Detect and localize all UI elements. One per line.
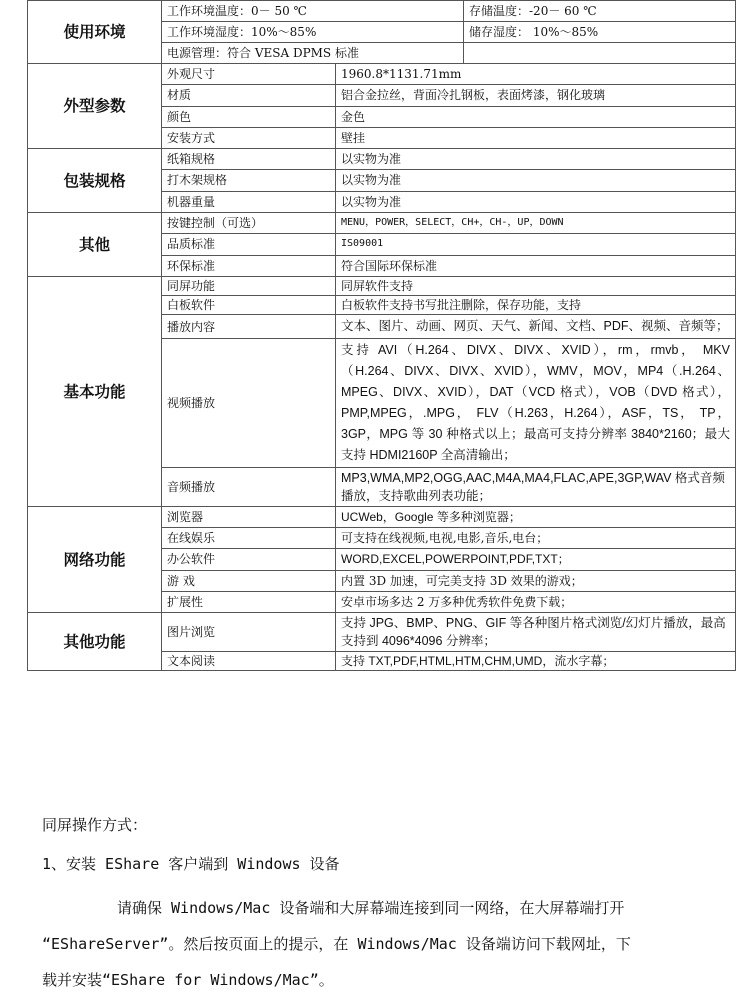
env-op-humidity: 工作环境湿度：10%～85%: [162, 22, 464, 43]
env-op-temp: 工作环境温度：0－ 50 ℃: [162, 1, 464, 22]
spec-value: 同屏软件支持: [336, 277, 736, 296]
spec-label: 安装方式: [162, 127, 336, 148]
spec-value: IS09001: [336, 234, 736, 255]
spec-label: 在线娱乐: [162, 528, 336, 549]
spec-value: WORD,EXCEL,POWERPOINT,PDF,TXT；: [336, 549, 736, 570]
spec-label: 材质: [162, 85, 336, 106]
spec-label: 文本阅读: [162, 652, 336, 671]
env-store-temp: 存储温度：-20－ 60 ℃: [464, 1, 736, 22]
spec-label: 游 戏: [162, 570, 336, 591]
instruction-line: 请确保 Windows/Mac 设备端和大屏幕端连接到同一网络，在大屏幕端打开: [117, 899, 625, 917]
spec-label: 品质标准: [162, 234, 336, 255]
spec-label: 纸箱规格: [162, 149, 336, 170]
spec-value: 金色: [336, 106, 736, 127]
spec-value: 内置 3D 加速，可完美支持 3D 效果的游戏；: [336, 570, 736, 591]
instruction-line: 载并安装“EShare for Windows/Mac”。: [42, 971, 334, 989]
spec-value: 以实物为准: [336, 149, 736, 170]
spec-label: 机器重量: [162, 191, 336, 212]
env-empty-cell: [464, 43, 736, 64]
env-power: 电源管理：符合 VESA DPMS 标准: [162, 43, 464, 64]
category-cell: 网络功能: [28, 507, 162, 613]
spec-label: 播放内容: [162, 315, 336, 339]
spec-row: [28, 277, 736, 296]
spec-value: 符合国际环保标准: [336, 255, 736, 276]
spec-value: UCWeb，Google 等多种浏览器；: [336, 507, 736, 528]
spec-label: 图片浏览: [162, 613, 336, 652]
spec-value: 以实物为准: [336, 170, 736, 191]
spec-value: 铝合金拉丝，背面冷扎钢板，表面烤漆，钢化玻璃: [336, 85, 736, 106]
section-title: 同屏操作方式：: [42, 816, 148, 834]
spec-value: 可支持在线视频,电视,电影,音乐,电台；: [336, 528, 736, 549]
spec-value: 安卓市场多达 2 万多种优秀软件免费下载；: [336, 591, 736, 612]
spec-row: [28, 64, 736, 85]
instruction-line: “EShareServer”。然后按页面上的提示，在 Windows/Mac 设备端访问下载网址，下: [42, 935, 631, 953]
category-cell: 包装规格: [28, 149, 162, 213]
spec-row: [28, 613, 736, 652]
spec-value: 支持 AVI（H.264、DIVX、DIVX、XVID），rm，rmvb， MKV（H.264、DIVX、DIVX、XVID），WMV，MOV，MP4（.H.264、MPEG、DIVX、XVID），DAT（VCD 格式），VOB（DVD 格式），PMP,MPEG，.MPG， FLV（H.263，H.264），ASF，TS， TP，3GP，MPG 等 30 种格式以上；最高可支持分辨率 3840*2160；最大支持 HDMI2160P 全高清输出；: [336, 339, 736, 468]
spec-value: 支持 TXT,PDF,HTML,HTM,CHM,UMD，流水字幕；: [336, 652, 736, 671]
spec-label: 颜色: [162, 106, 336, 127]
step-heading: 1、安装 EShare 客户端到 Windows 设备: [42, 855, 340, 873]
category-cell: 外型参数: [28, 64, 162, 149]
spec-label: 打木架规格: [162, 170, 336, 191]
spec-value: 文本、图片、动画、网页、天气、新闻、文档、PDF、视频、音频等；: [336, 315, 736, 339]
spec-label: 浏览器: [162, 507, 336, 528]
env-store-humidity: 储存湿度： 10%～85%: [464, 22, 736, 43]
spec-table: [27, 0, 736, 671]
spec-value: 以实物为准: [336, 191, 736, 212]
spec-label: 按键控制（可选）: [162, 213, 336, 234]
category-cell: 其他: [28, 213, 162, 277]
spec-label: 环保标准: [162, 255, 336, 276]
spec-value: MP3,WMA,MP2,OGG,AAC,M4A,MA4,FLAC,APE,3GP,WAV 格式音频播放，支持歌曲列表功能；: [336, 468, 736, 507]
spec-label: 音频播放: [162, 468, 336, 507]
spec-value: 1960.8*1131.71mm: [336, 64, 736, 85]
spec-label: 办公软件: [162, 549, 336, 570]
instruction-paragraph: [42, 890, 732, 998]
spec-label: 白板软件: [162, 296, 336, 315]
spec-value: 支持 JPG、BMP、PNG、GIF 等各种图片格式浏览/幻灯片播放，最高支持到 4096*4096 分辨率；: [336, 613, 736, 652]
spec-row: [28, 507, 736, 528]
spec-row: [28, 213, 736, 234]
category-cell: 使用环境: [28, 1, 162, 64]
spec-value: MENU，POWER，SELECT，CH+，CH-，UP，DOWN: [336, 213, 736, 234]
spec-label: 外观尺寸: [162, 64, 336, 85]
category-cell: 基本功能: [28, 277, 162, 507]
spec-row: [28, 149, 736, 170]
category-cell: 其他功能: [28, 613, 162, 671]
env-row-temp: [28, 1, 736, 22]
spec-value: 壁挂: [336, 127, 736, 148]
spec-label: 扩展性: [162, 591, 336, 612]
spec-label: 同屏功能: [162, 277, 336, 296]
spec-label: 视频播放: [162, 339, 336, 468]
spec-value: 白板软件支持书写批注删除，保存功能，支持: [336, 296, 736, 315]
